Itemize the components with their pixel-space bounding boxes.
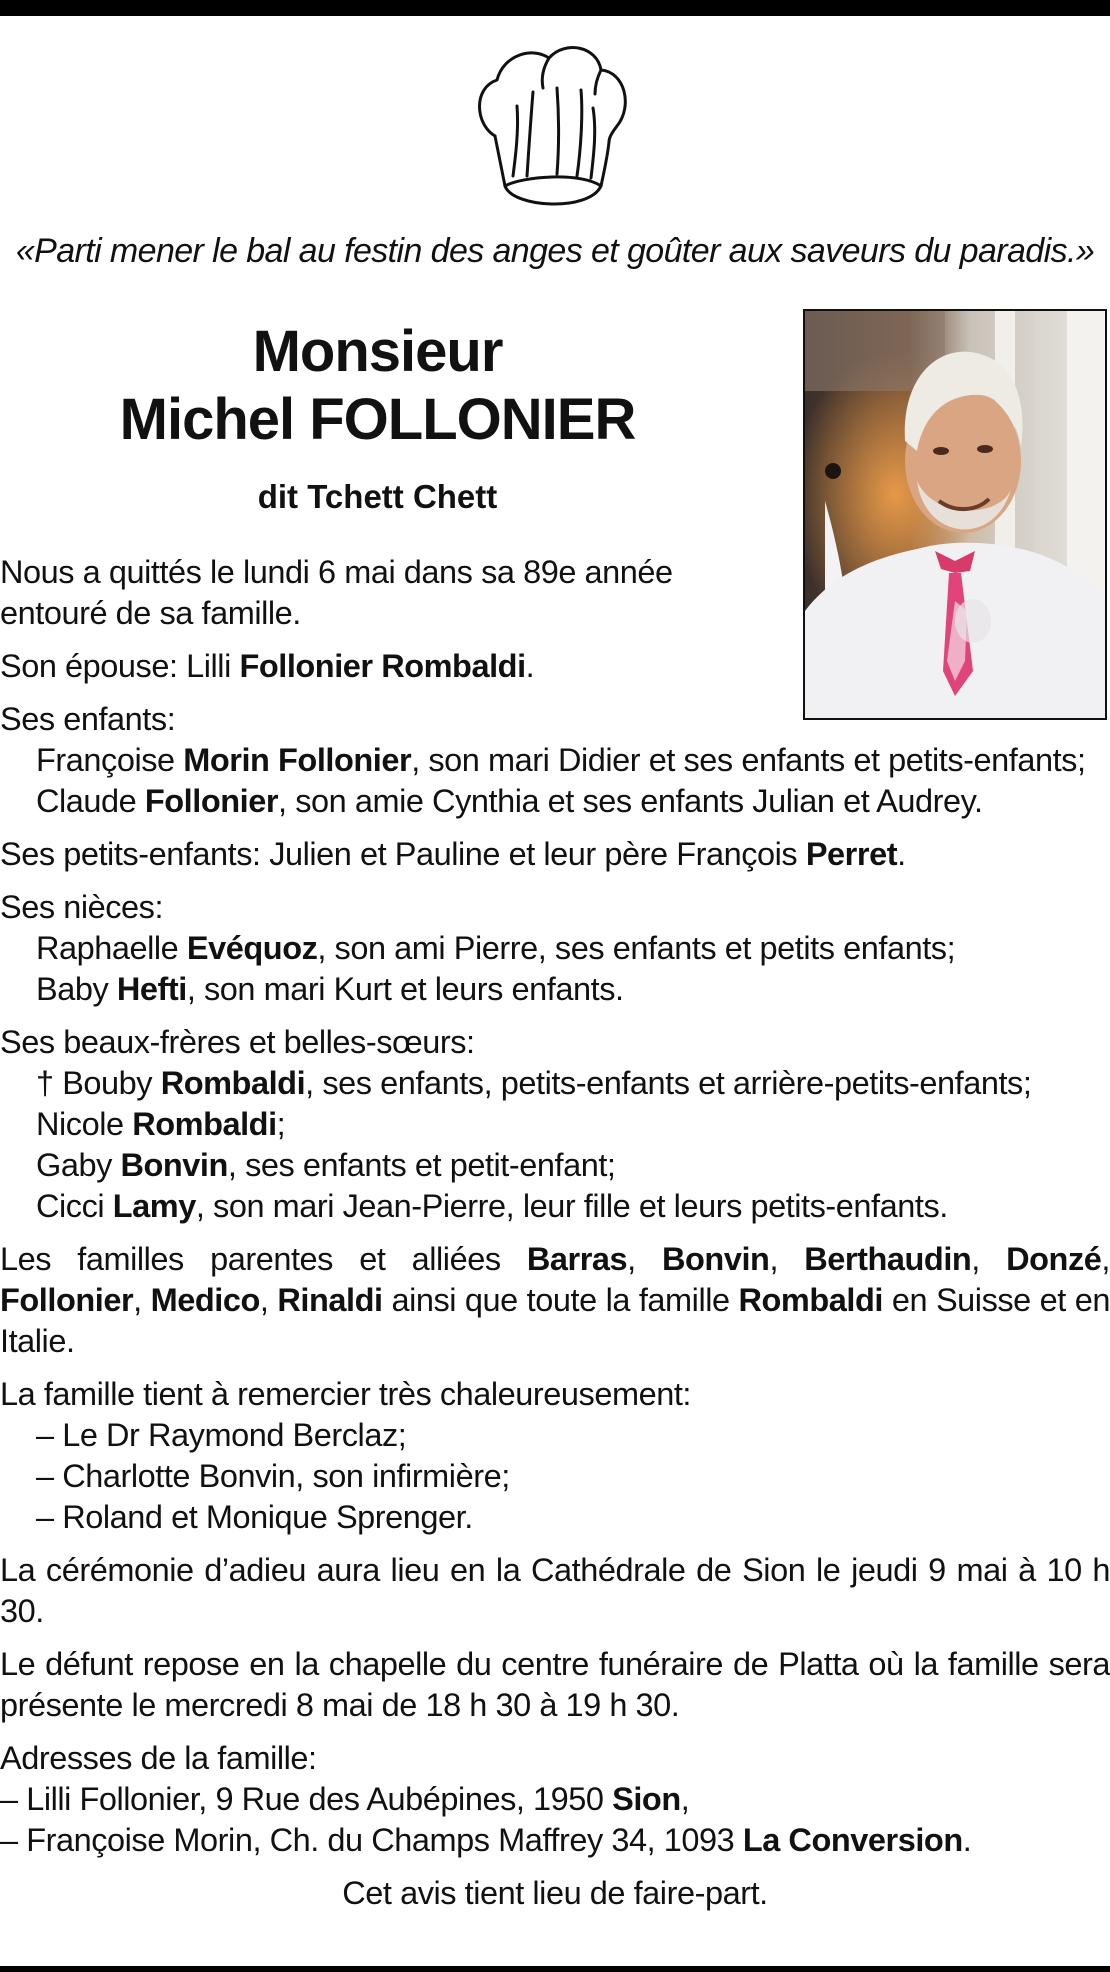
honorific: Monsieur [252,319,503,384]
section-label: Ses enfants: [0,701,176,737]
list-item: Raphaelle Evéquoz, son ami Pierre, ses enfants et petits enfants; [36,930,956,966]
bottom-rule [0,1966,1110,1972]
name-block [0,318,755,519]
list-item: – Lilli Follonier, 9 Rue des Aubépines, 1950 Sion, [0,1781,690,1817]
ceremony-paragraph: La cérémonie d’adieu aura lieu en la Cathédrale de Sion le jeudi 9 mai à 10 h 30. [0,1552,1110,1629]
footer-note: Cet avis tient lieu de faire-part. [342,1875,768,1911]
section-label: Ses nièces: [0,889,164,925]
intro-paragraph: Nous a quittés le lundi 6 mai dans sa 89e année entouré de sa famille. [0,554,673,631]
section-label: Ses beaux-frères et belles-sœurs: [0,1024,475,1060]
children-section [0,699,1110,822]
section-label: Adresses de la famille: [0,1740,317,1776]
nickname: dit Tchett Chett [257,478,498,515]
families-paragraph: Les familles parentes et alliées Barras, Bonvin, Berthaudin, Donzé, Follonier, Medico, Rinaldi ainsi que toute la famille Rombaldi en Suisse et en Italie. [0,1241,1110,1359]
list-item: Gaby Bonvin, ses enfants et petit-enfant; [36,1147,616,1183]
list-item: – Le Dr Raymond Berclaz; [36,1417,407,1453]
list-item: Cicci Lamy, son mari Jean-Pierre, leur fille et leurs petits-enfants. [36,1188,948,1224]
list-item: Nicole Rombaldi; [36,1106,286,1142]
deceased-name: Michel FOLLONIER [119,387,636,452]
list-item: Claude Follonier, son amie Cynthia et ses enfants Julian et Audrey. [36,783,983,819]
notice-body [0,552,1110,1914]
list-item: – Françoise Morin, Ch. du Champs Maffrey 34, 1093 La Conversion. [0,1822,972,1858]
epigraph-quote: «Parti mener le bal au festin des anges et goûter aux saveurs du paradis.» [15,232,1095,270]
spouse-line: Son épouse: Lilli Follonier Rombaldi. [0,648,535,684]
addresses-section [0,1738,1110,1861]
section-label: La famille tient à remercier très chaleureusement: [0,1376,692,1412]
thanks-section [0,1374,1110,1538]
list-item: † Bouby Rombaldi, ses enfants, petits-enfants et arrière-petits-enfants; [36,1065,1032,1101]
grandchildren-line: Ses petits-enfants: Julien et Pauline et leur père François Perret. [0,836,906,872]
list-item: Baby Hefti, son mari Kurt et leurs enfants. [36,971,624,1007]
list-item: – Roland et Monique Sprenger. [36,1499,473,1535]
inlaws-section [0,1022,1110,1227]
chef-hat-icon [473,36,633,216]
list-item: Françoise Morin Follonier, son mari Didier et ses enfants et petits-enfants; [36,742,1086,778]
visitation-paragraph: Le défunt repose en la chapelle du centre funéraire de Platta où la famille sera présente le mercredi 8 mai de 18 h 30 à 19 h 30. [0,1646,1110,1723]
nieces-section [0,887,1110,1010]
list-item: – Charlotte Bonvin, son infirmière; [36,1458,510,1494]
top-rule [0,0,1110,16]
